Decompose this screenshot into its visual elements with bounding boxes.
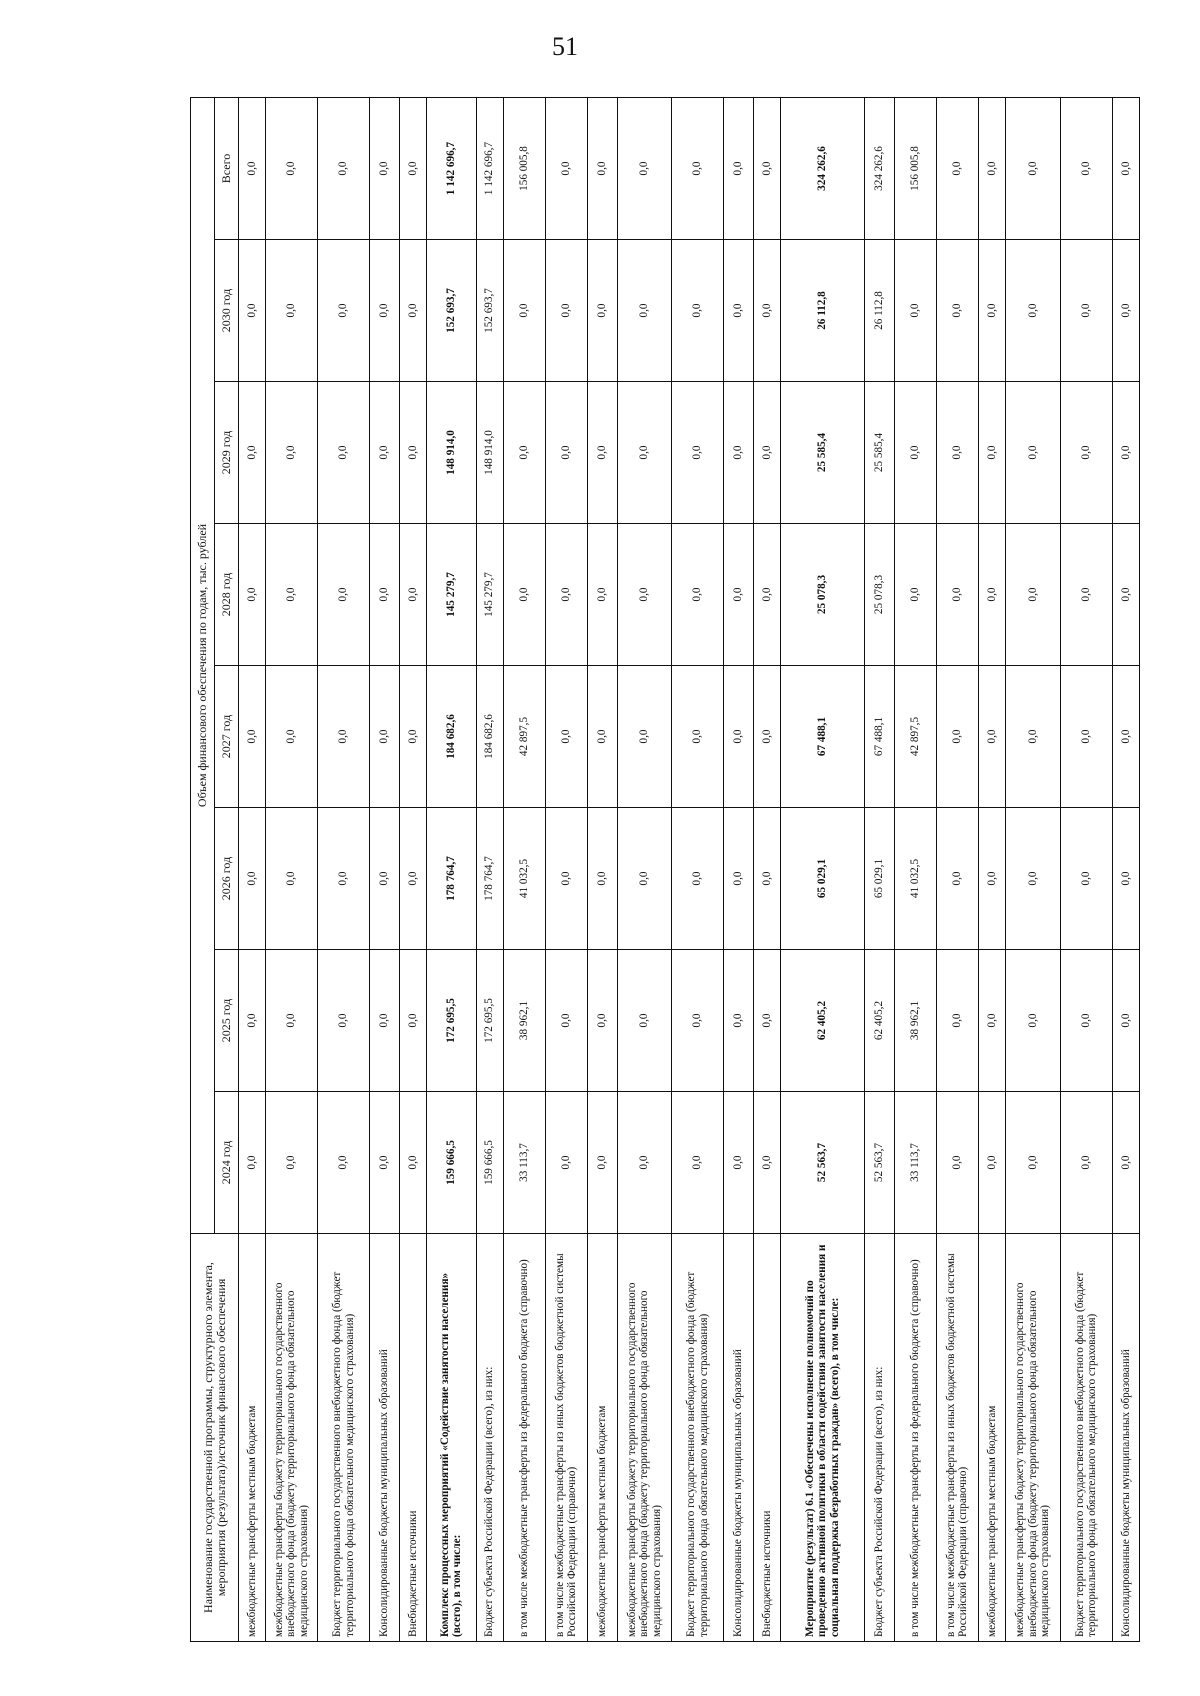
row-value: 0,0 xyxy=(936,666,978,808)
row-value: 33 113,7 xyxy=(503,1092,545,1234)
header-year-2030: 2030 год xyxy=(215,240,239,382)
row-value: 0,0 xyxy=(936,524,978,666)
row-value: 0,0 xyxy=(1060,1092,1112,1234)
row-value: 0,0 xyxy=(617,1092,671,1234)
row-value: 0,0 xyxy=(503,382,545,524)
header-funding-group: Объем финансового обеспечения по годам, тыс. рублей xyxy=(191,97,215,1233)
row-value: 0,0 xyxy=(724,950,754,1092)
row-value: 324 262,6 xyxy=(781,97,865,239)
row-value: 0,0 xyxy=(753,240,780,382)
row-value: 0,0 xyxy=(1060,524,1112,666)
row-value: 0,0 xyxy=(370,1092,400,1234)
row-label: Консолидированные бюджеты муниципальных образований xyxy=(1112,1234,1139,1642)
row-value: 0,0 xyxy=(318,808,370,950)
row-label: Бюджет территориального государственного внебюджетного фонда (бюджет территориального фонда обязательного медицинского страхования) xyxy=(318,1234,370,1642)
row-value: 0,0 xyxy=(1006,524,1060,666)
row-value: 0,0 xyxy=(266,240,318,382)
row-value: 0,0 xyxy=(672,97,724,239)
table-row xyxy=(1112,97,1139,1641)
row-value: 0,0 xyxy=(587,950,617,1092)
row-value: 0,0 xyxy=(979,97,1006,239)
table-row xyxy=(476,97,503,1641)
row-value: 152 693,7 xyxy=(476,240,503,382)
row-value: 0,0 xyxy=(979,524,1006,666)
row-value: 0,0 xyxy=(545,950,587,1092)
row-value: 0,0 xyxy=(753,808,780,950)
row-value: 0,0 xyxy=(1112,666,1139,808)
row-value: 0,0 xyxy=(672,1092,724,1234)
row-value: 41 032,5 xyxy=(894,808,936,950)
row-value: 0,0 xyxy=(617,666,671,808)
row-value: 0,0 xyxy=(266,97,318,239)
row-value: 0,0 xyxy=(370,808,400,950)
row-value: 0,0 xyxy=(587,240,617,382)
row-label: в том числе межбюджетные трансферты из иных бюджетов бюджетной системы Российской Федерации (справочно) xyxy=(545,1234,587,1642)
row-value: 0,0 xyxy=(672,524,724,666)
page-number: 51 xyxy=(552,32,578,61)
row-value: 0,0 xyxy=(1060,950,1112,1092)
row-value: 0,0 xyxy=(399,666,426,808)
row-value: 33 113,7 xyxy=(894,1092,936,1234)
table-header xyxy=(191,97,239,1641)
row-value: 148 914,0 xyxy=(427,382,477,524)
row-value: 0,0 xyxy=(894,524,936,666)
header-year-2028: 2028 год xyxy=(215,524,239,666)
row-value: 65 029,1 xyxy=(865,808,895,950)
row-value: 0,0 xyxy=(936,382,978,524)
row-value: 0,0 xyxy=(1006,382,1060,524)
row-value: 0,0 xyxy=(617,524,671,666)
row-value: 0,0 xyxy=(1006,808,1060,950)
row-value: 0,0 xyxy=(1006,1092,1060,1234)
row-value: 0,0 xyxy=(753,524,780,666)
row-value: 0,0 xyxy=(545,1092,587,1234)
row-label: Бюджет субъекта Российской Федерации (всего), из них: xyxy=(865,1234,895,1642)
header-year-2027: 2027 год xyxy=(215,666,239,808)
row-value: 0,0 xyxy=(545,382,587,524)
row-value: 0,0 xyxy=(266,524,318,666)
row-value: 0,0 xyxy=(399,1092,426,1234)
row-value: 67 488,1 xyxy=(865,666,895,808)
row-value: 0,0 xyxy=(672,950,724,1092)
row-label: межбюджетные трансферты бюджету территориального государственного внебюджетного фонда (бюджету территориального фонда обязательного медицинского страхования) xyxy=(617,1234,671,1642)
row-value: 0,0 xyxy=(979,950,1006,1092)
row-value: 152 693,7 xyxy=(427,240,477,382)
row-value: 0,0 xyxy=(399,240,426,382)
row-value: 0,0 xyxy=(1006,950,1060,1092)
row-value: 0,0 xyxy=(239,382,266,524)
row-value: 145 279,7 xyxy=(427,524,477,666)
row-value: 0,0 xyxy=(266,950,318,1092)
row-value: 0,0 xyxy=(239,1092,266,1234)
row-value: 0,0 xyxy=(370,666,400,808)
row-value: 0,0 xyxy=(724,1092,754,1234)
row-value: 184 682,6 xyxy=(476,666,503,808)
row-value: 1 142 696,7 xyxy=(476,97,503,239)
row-value: 25 585,4 xyxy=(865,382,895,524)
row-value: 0,0 xyxy=(587,808,617,950)
row-value: 67 488,1 xyxy=(781,666,865,808)
row-value: 0,0 xyxy=(936,1092,978,1234)
row-value: 42 897,5 xyxy=(503,666,545,808)
row-value: 0,0 xyxy=(318,97,370,239)
row-value: 0,0 xyxy=(672,666,724,808)
row-value: 184 682,6 xyxy=(427,666,477,808)
row-value: 0,0 xyxy=(545,808,587,950)
row-value: 0,0 xyxy=(1112,382,1139,524)
table-row xyxy=(724,97,754,1641)
row-label: Комплекс процессных мероприятий «Содействие занятости населения» (всего), в том числе: xyxy=(427,1234,477,1642)
table-row xyxy=(587,97,617,1641)
row-value: 0,0 xyxy=(724,666,754,808)
row-value: 0,0 xyxy=(399,382,426,524)
row-label: Консолидированные бюджеты муниципальных образований xyxy=(370,1234,400,1642)
row-value: 0,0 xyxy=(318,950,370,1092)
header-total: Всего xyxy=(215,97,239,239)
row-value: 0,0 xyxy=(399,524,426,666)
row-value: 0,0 xyxy=(1006,97,1060,239)
row-value: 0,0 xyxy=(753,1092,780,1234)
header-year-2024: 2024 год xyxy=(215,1092,239,1234)
row-value: 0,0 xyxy=(672,240,724,382)
row-value: 0,0 xyxy=(979,808,1006,950)
row-value: 25 585,4 xyxy=(781,382,865,524)
row-value: 0,0 xyxy=(239,666,266,808)
row-value: 0,0 xyxy=(239,240,266,382)
row-value: 0,0 xyxy=(545,666,587,808)
row-value: 0,0 xyxy=(617,808,671,950)
row-value: 0,0 xyxy=(1112,808,1139,950)
row-label: в том числе межбюджетные трансферты из федерального бюджета (справочно) xyxy=(894,1234,936,1642)
header-name-column: Наименование государственной программы, структурного элемента, мероприятия (результата)/источник финансового обеспечения xyxy=(191,1234,239,1642)
table-row xyxy=(894,97,936,1641)
table-row xyxy=(1006,97,1060,1641)
row-value: 0,0 xyxy=(1112,240,1139,382)
row-value: 0,0 xyxy=(617,382,671,524)
row-label: в том числе межбюджетные трансферты из федерального бюджета (справочно) xyxy=(503,1234,545,1642)
row-value: 26 112,8 xyxy=(781,240,865,382)
row-label: Мероприятие (результат) 6.1 «Обеспечены исполнение полномочий по проведению активной политики в области содействия занятости населения и социальная поддержка безработных граждан» (всего), в том числе: xyxy=(781,1234,865,1642)
row-value: 0,0 xyxy=(724,524,754,666)
row-value: 0,0 xyxy=(318,382,370,524)
row-value: 0,0 xyxy=(753,950,780,1092)
row-value: 0,0 xyxy=(936,240,978,382)
row-value: 0,0 xyxy=(724,382,754,524)
row-value: 0,0 xyxy=(1112,950,1139,1092)
table-row xyxy=(672,97,724,1641)
row-label: Бюджет территориального государственного внебюджетного фонда (бюджет территориального фонда обязательного медицинского страхования) xyxy=(672,1234,724,1642)
row-label: межбюджетные трансферты местным бюджетам xyxy=(979,1234,1006,1642)
row-value: 0,0 xyxy=(545,524,587,666)
table-row xyxy=(617,97,671,1641)
row-value: 0,0 xyxy=(894,240,936,382)
table-row xyxy=(318,97,370,1641)
row-value: 145 279,7 xyxy=(476,524,503,666)
row-value: 0,0 xyxy=(239,524,266,666)
row-value: 178 764,7 xyxy=(427,808,477,950)
row-value: 0,0 xyxy=(399,950,426,1092)
row-value: 0,0 xyxy=(617,950,671,1092)
table-row xyxy=(1060,97,1112,1641)
row-value: 0,0 xyxy=(1112,97,1139,239)
row-value: 0,0 xyxy=(587,666,617,808)
table-container xyxy=(190,97,1140,1642)
row-value: 0,0 xyxy=(979,666,1006,808)
table-row xyxy=(545,97,587,1641)
row-value: 0,0 xyxy=(617,240,671,382)
table-row xyxy=(979,97,1006,1641)
row-value: 0,0 xyxy=(587,524,617,666)
row-value: 0,0 xyxy=(545,97,587,239)
row-value: 0,0 xyxy=(370,382,400,524)
row-value: 0,0 xyxy=(239,808,266,950)
row-value: 38 962,1 xyxy=(503,950,545,1092)
row-value: 0,0 xyxy=(399,97,426,239)
row-value: 26 112,8 xyxy=(865,240,895,382)
row-label: Бюджет территориального государственного внебюджетного фонда (бюджет территориального фонда обязательного медицинского страхования) xyxy=(1060,1234,1112,1642)
row-value: 172 695,5 xyxy=(476,950,503,1092)
row-value: 0,0 xyxy=(399,808,426,950)
row-value: 0,0 xyxy=(239,950,266,1092)
table-row xyxy=(370,97,400,1641)
row-value: 0,0 xyxy=(370,240,400,382)
table-row xyxy=(427,97,477,1641)
row-value: 0,0 xyxy=(894,382,936,524)
row-value: 0,0 xyxy=(266,382,318,524)
row-value: 0,0 xyxy=(266,808,318,950)
row-value: 0,0 xyxy=(979,1092,1006,1234)
row-value: 0,0 xyxy=(1060,382,1112,524)
financing-table xyxy=(190,97,1140,1642)
row-value: 0,0 xyxy=(545,240,587,382)
row-label: межбюджетные трансферты бюджету территориального государственного внебюджетного фонда (бюджету территориального фонда обязательного медицинского страхования) xyxy=(1006,1234,1060,1642)
row-value: 0,0 xyxy=(672,808,724,950)
table-row xyxy=(239,97,266,1641)
row-value: 178 764,7 xyxy=(476,808,503,950)
table-row xyxy=(503,97,545,1641)
row-value: 0,0 xyxy=(1060,808,1112,950)
row-value: 0,0 xyxy=(503,240,545,382)
row-value: 52 563,7 xyxy=(781,1092,865,1234)
row-value: 62 405,2 xyxy=(865,950,895,1092)
row-value: 0,0 xyxy=(1060,666,1112,808)
row-value: 1 142 696,7 xyxy=(427,97,477,239)
row-value: 0,0 xyxy=(753,666,780,808)
row-value: 0,0 xyxy=(936,808,978,950)
row-label: Бюджет субъекта Российской Федерации (всего), из них: xyxy=(476,1234,503,1642)
header-year-2025: 2025 год xyxy=(215,950,239,1092)
row-value: 65 029,1 xyxy=(781,808,865,950)
row-value: 0,0 xyxy=(936,97,978,239)
row-value: 0,0 xyxy=(1112,1092,1139,1234)
row-value: 0,0 xyxy=(1006,240,1060,382)
row-label: межбюджетные трансферты местным бюджетам xyxy=(239,1234,266,1642)
table-row xyxy=(865,97,895,1641)
row-label: в том числе межбюджетные трансферты из иных бюджетов бюджетной системы Российской Федерации (справочно) xyxy=(936,1234,978,1642)
row-value: 0,0 xyxy=(1060,97,1112,239)
row-value: 0,0 xyxy=(1112,524,1139,666)
row-value: 0,0 xyxy=(979,240,1006,382)
row-value: 25 078,3 xyxy=(781,524,865,666)
row-value: 62 405,2 xyxy=(781,950,865,1092)
header-year-2029: 2029 год xyxy=(215,382,239,524)
row-value: 0,0 xyxy=(266,1092,318,1234)
table-row xyxy=(266,97,318,1641)
row-value: 0,0 xyxy=(503,524,545,666)
row-value: 0,0 xyxy=(318,240,370,382)
row-value: 0,0 xyxy=(318,666,370,808)
row-value: 0,0 xyxy=(979,382,1006,524)
row-value: 0,0 xyxy=(587,97,617,239)
header-year-2026: 2026 год xyxy=(215,808,239,950)
table-row xyxy=(399,97,426,1641)
row-value: 172 695,5 xyxy=(427,950,477,1092)
row-value: 0,0 xyxy=(617,97,671,239)
row-value: 0,0 xyxy=(318,524,370,666)
row-value: 41 032,5 xyxy=(503,808,545,950)
table-body xyxy=(239,97,1140,1641)
row-value: 42 897,5 xyxy=(894,666,936,808)
row-value: 148 914,0 xyxy=(476,382,503,524)
row-value: 0,0 xyxy=(1006,666,1060,808)
row-value: 25 078,3 xyxy=(865,524,895,666)
row-label: Внебюджетные источники xyxy=(753,1234,780,1642)
table-row xyxy=(753,97,780,1641)
row-label: межбюджетные трансферты бюджету территориального государственного внебюджетного фонда (бюджету территориального фонда обязательного медицинского страхования) xyxy=(266,1234,318,1642)
row-value: 159 666,5 xyxy=(427,1092,477,1234)
row-label: Консолидированные бюджеты муниципальных образований xyxy=(724,1234,754,1642)
row-value: 156 005,8 xyxy=(894,97,936,239)
row-value: 0,0 xyxy=(239,97,266,239)
row-value: 324 262,6 xyxy=(865,97,895,239)
row-label: межбюджетные трансферты местным бюджетам xyxy=(587,1234,617,1642)
row-value: 0,0 xyxy=(370,950,400,1092)
row-value: 159 666,5 xyxy=(476,1092,503,1234)
row-value: 0,0 xyxy=(370,524,400,666)
row-value: 0,0 xyxy=(672,382,724,524)
row-value: 0,0 xyxy=(724,808,754,950)
rotated-table-frame xyxy=(190,97,1140,1642)
row-value: 0,0 xyxy=(587,382,617,524)
row-value: 0,0 xyxy=(724,240,754,382)
row-value: 52 563,7 xyxy=(865,1092,895,1234)
row-value: 38 962,1 xyxy=(894,950,936,1092)
row-value: 0,0 xyxy=(753,382,780,524)
table-row xyxy=(936,97,978,1641)
row-label: Внебюджетные источники xyxy=(399,1234,426,1642)
row-value: 156 005,8 xyxy=(503,97,545,239)
row-value: 0,0 xyxy=(587,1092,617,1234)
row-value: 0,0 xyxy=(1060,240,1112,382)
row-value: 0,0 xyxy=(753,97,780,239)
table-row xyxy=(781,97,865,1641)
row-value: 0,0 xyxy=(724,97,754,239)
row-value: 0,0 xyxy=(370,97,400,239)
row-value: 0,0 xyxy=(936,950,978,1092)
row-value: 0,0 xyxy=(318,1092,370,1234)
row-value: 0,0 xyxy=(266,666,318,808)
